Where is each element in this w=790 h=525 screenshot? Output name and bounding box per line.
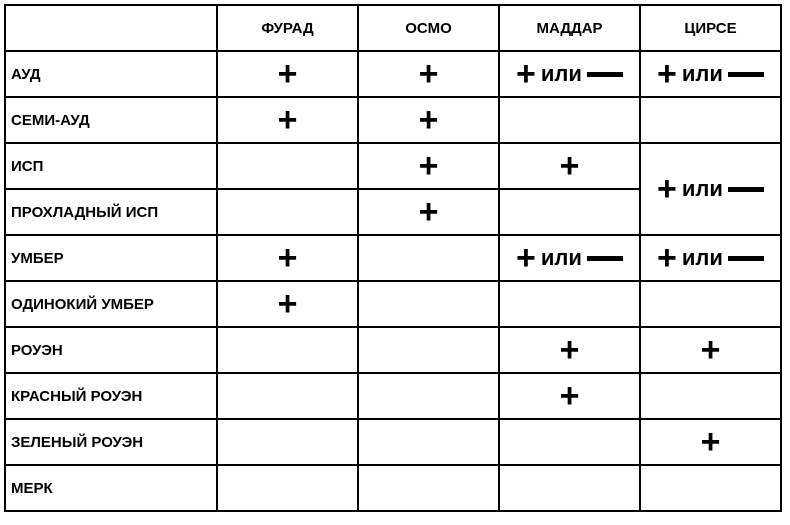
table-row	[5, 281, 781, 327]
table-cell	[358, 51, 499, 97]
plus-or-minus-mark	[516, 241, 623, 275]
row-label: ЗЕЛЕНЫЙ РОУЭН	[5, 419, 217, 465]
plus-mark: +	[657, 239, 677, 277]
table-cell	[499, 235, 640, 281]
table-row	[5, 465, 781, 511]
plus-or-minus-mark	[516, 57, 623, 91]
table-body	[5, 51, 781, 511]
compatibility-table	[4, 4, 782, 512]
table-cell	[499, 327, 640, 373]
plus-or-minus-mark	[657, 57, 764, 91]
table-cell	[499, 97, 640, 143]
or-text: или	[681, 61, 723, 86]
minus-mark	[728, 187, 764, 192]
table-cell	[217, 97, 358, 143]
table-cell	[499, 419, 640, 465]
row-label: ОДИНОКИЙ УМБЕР	[5, 281, 217, 327]
table-row	[5, 327, 781, 373]
minus-mark	[587, 256, 623, 261]
row-label: УМБЕР	[5, 235, 217, 281]
table-cell	[640, 327, 781, 373]
table-cell	[499, 189, 640, 235]
plus-mark: +	[559, 331, 580, 369]
table-cell	[358, 465, 499, 511]
row-label: МЕРК	[5, 465, 217, 511]
table-cell	[499, 373, 640, 419]
table-cell	[640, 419, 781, 465]
plus-mark: +	[418, 55, 439, 93]
table-cell	[358, 419, 499, 465]
table-cell	[358, 143, 499, 189]
table-cell	[217, 51, 358, 97]
row-label: КРАСНЫЙ РОУЭН	[5, 373, 217, 419]
header-furad: ФУРАД	[217, 5, 358, 51]
plus-mark: +	[559, 147, 580, 185]
row-label: АУД	[5, 51, 217, 97]
table-cell	[217, 373, 358, 419]
plus-or-minus-mark	[657, 241, 764, 275]
minus-mark	[728, 72, 764, 77]
table-cell	[217, 465, 358, 511]
plus-mark: +	[657, 55, 677, 93]
plus-or-minus-mark	[657, 172, 764, 206]
table-cell	[358, 189, 499, 235]
table-cell	[499, 465, 640, 511]
table-cell	[640, 143, 781, 235]
row-label: РОУЭН	[5, 327, 217, 373]
table-cell	[499, 51, 640, 97]
table-cell	[217, 143, 358, 189]
plus-mark: +	[516, 55, 536, 93]
or-text: или	[681, 245, 723, 270]
header-tsirse: ЦИРСЕ	[640, 5, 781, 51]
table-cell	[217, 235, 358, 281]
table-row	[5, 97, 781, 143]
table-cell	[217, 327, 358, 373]
plus-mark: +	[559, 377, 580, 415]
plus-mark: +	[418, 101, 439, 139]
header-corner	[5, 5, 217, 51]
table-cell	[640, 373, 781, 419]
header-row	[5, 5, 781, 51]
plus-mark: +	[418, 147, 439, 185]
or-text: или	[540, 61, 582, 86]
plus-mark: +	[700, 423, 721, 461]
table-cell	[358, 327, 499, 373]
table-cell	[217, 189, 358, 235]
plus-mark: +	[277, 285, 298, 323]
plus-mark: +	[418, 193, 439, 231]
table-row	[5, 373, 781, 419]
table-cell	[640, 281, 781, 327]
table-cell	[640, 465, 781, 511]
header-maddar: МАДДАР	[499, 5, 640, 51]
table-row	[5, 235, 781, 281]
table-cell	[358, 235, 499, 281]
plus-mark: +	[277, 239, 298, 277]
table-cell	[499, 143, 640, 189]
table-cell	[217, 419, 358, 465]
row-label: СЕМИ-АУД	[5, 97, 217, 143]
table-cell	[640, 235, 781, 281]
row-label: ПРОХЛАДНЫЙ ИСП	[5, 189, 217, 235]
table-cell	[640, 97, 781, 143]
row-label: ИСП	[5, 143, 217, 189]
table-cell	[358, 281, 499, 327]
plus-mark: +	[657, 170, 677, 208]
plus-mark: +	[700, 331, 721, 369]
header-osmo: ОСМО	[358, 5, 499, 51]
table-cell	[217, 281, 358, 327]
table-row	[5, 51, 781, 97]
table-cell	[640, 51, 781, 97]
or-text: или	[540, 245, 582, 270]
minus-mark	[587, 72, 623, 77]
minus-mark	[728, 256, 764, 261]
or-text: или	[681, 176, 723, 201]
plus-mark: +	[277, 55, 298, 93]
table-row	[5, 419, 781, 465]
table-cell	[499, 281, 640, 327]
plus-mark: +	[277, 101, 298, 139]
table-cell	[358, 97, 499, 143]
table-row	[5, 143, 781, 189]
table-cell	[358, 373, 499, 419]
plus-mark: +	[516, 239, 536, 277]
